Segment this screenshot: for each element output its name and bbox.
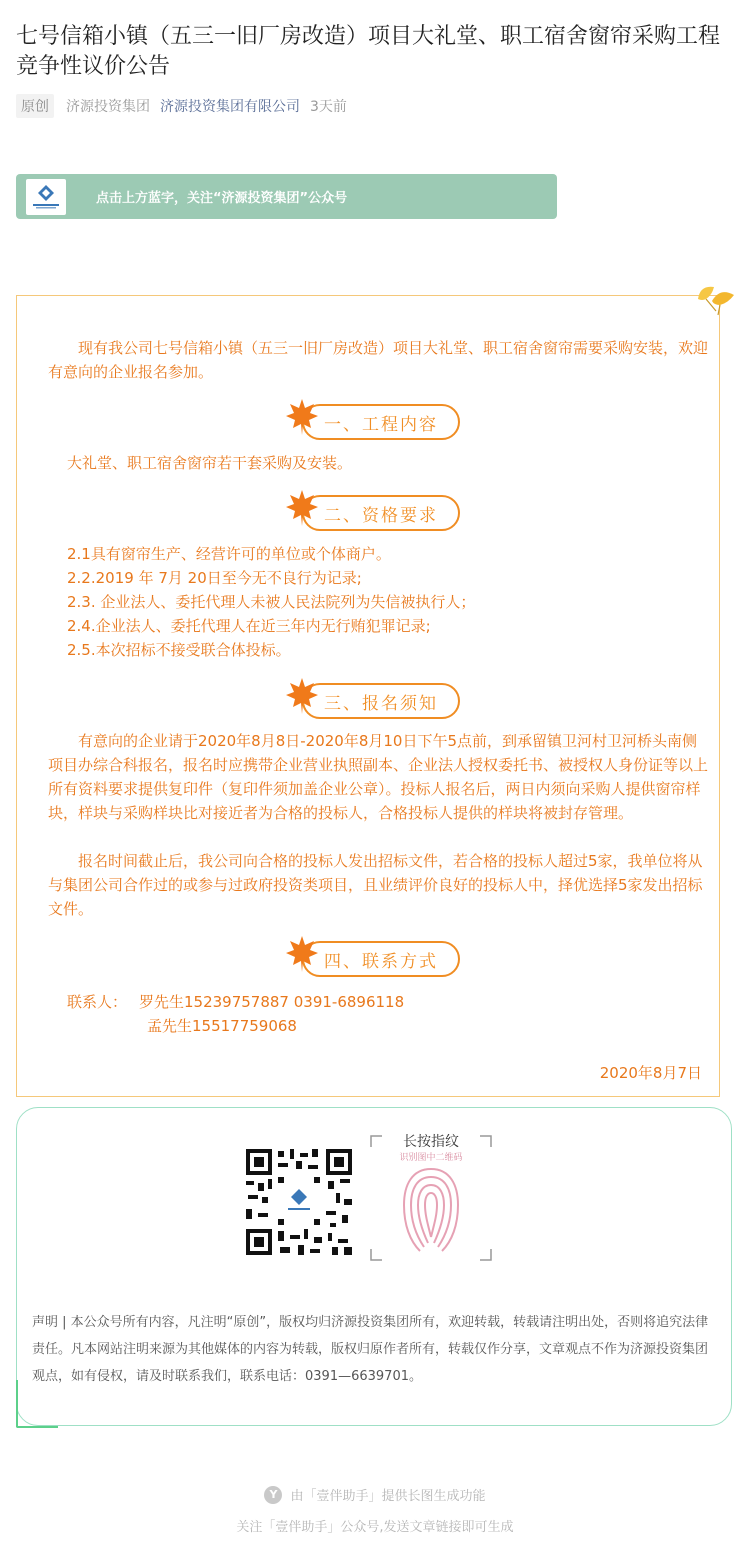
account-link[interactable]: 济源投资集团有限公司 [160, 99, 300, 115]
maple-leaf-icon [285, 935, 319, 973]
yiban-logo-icon: Y [264, 1486, 282, 1504]
section-heading-registration [285, 681, 459, 719]
qr-code-icon[interactable] [244, 1147, 354, 1257]
generator-line2: 关注「壹伴助手」公众号,发送文章链接即可生成 [236, 1520, 514, 1535]
section-heading-label: 一、工程内容 [302, 404, 460, 440]
original-badge: 原创 [16, 94, 54, 118]
contact-line: 罗先生15239757887 0391-6896118 [139, 993, 405, 1011]
section-heading-label: 二、资格要求 [302, 495, 460, 531]
contact-label: 联系人： [67, 993, 128, 1011]
author-name: 济源投资集团 [66, 99, 150, 115]
registration-paragraph: 有意向的企业请于2020年8月8日-2020年8月10日下午5点前，到承留镇卫河村卫河桥头南侧项目办综合科报名，报名时应携带企业营业执照副本、企业法人授权委托书、被授权人身份证等以上所有资料要求提供复印件（复印件须加盖企业公章）。投标人报名后，两日内须向采购人提供窗帘样块，样块与采购样块比对接近者为合格的投标人，合格投标人提供的样块将被封存管理。 [48, 732, 709, 822]
generator-line1: 由「壹伴助手」提供长图生成功能 [290, 1489, 486, 1504]
article-title: 七号信箱小镇（五三一旧厂房改造）项目大礼堂、职工宿舍窗帘采购工程竞争性议价公告 [16, 24, 721, 79]
section-heading-contact [285, 939, 459, 977]
qualification-item: 2.2.2019 年 7月 20日至今无不良行为记录; [67, 569, 362, 587]
section-heading-label: 四、联系方式 [302, 941, 460, 977]
follow-banner-text: 点击上方蓝字，关注“济源投资集团”公众号 [96, 191, 348, 206]
contact-line: 孟先生15517759068 [147, 1017, 297, 1035]
fingerprint-subtitle: 识别图中二维码 [399, 1153, 463, 1163]
content-text: 大礼堂、职工宿舍窗帘若干套采购及安装。 [67, 454, 353, 472]
fingerprint-title: 长按指纹 [403, 1134, 459, 1150]
qr-caption [290, 1259, 292, 1267]
qualification-item: 2.5.本次招标不接受联合体投标。 [67, 641, 291, 659]
intro-paragraph: 现有我公司七号信箱小镇（五三一旧厂房改造）项目大礼堂、职工宿舍窗帘需要采购安装，欢迎有意向的企业报名参加。 [48, 339, 709, 381]
maple-leaf-icon [285, 398, 319, 436]
maple-leaf-icon [285, 677, 319, 715]
announcement-date: 2020年8月7日 [599, 1064, 702, 1082]
generator-credit [0, 1485, 750, 1504]
copyright-notice: 声明 | 本公众号所有内容，凡注明“原创”，版权均归济源投资集团所有，欢迎转载，转载请注明出处，否则将追究法律责任。凡本网站注明来源为其他媒体的内容为转载，版权归原作者所有，转载仅作分享，文章观点不作为济源投资集团观点，如有侵权，请及时联系我们，联系电话：0391—6639701。 [32, 1315, 709, 1384]
fingerprint-icon[interactable] [398, 1163, 464, 1255]
publish-time: 3天前 [310, 99, 347, 115]
section-heading-label: 三、报名须知 [302, 683, 460, 719]
article-meta [16, 94, 347, 118]
follow-banner[interactable] [16, 174, 557, 219]
company-logo-icon [26, 179, 66, 215]
section-heading-content [285, 402, 459, 440]
qualification-item: 2.1具有窗帘生产、经营许可的单位或个体商户。 [67, 545, 391, 563]
ginkgo-leaf-icon [694, 281, 738, 317]
qualification-item: 2.3. 企业法人、委托代理人未被人民法院列为失信被执行人； [67, 593, 476, 611]
section-heading-qualifications [285, 493, 459, 531]
registration-paragraph: 报名时间截止后，我公司向合格的投标人发出招标文件，若合格的投标人超过5家，我单位将从与集团公司合作过的或参与过政府投资类项目，且业绩评价良好的投标人中，择优选择5家发出招标文件。 [48, 852, 703, 918]
maple-leaf-icon [285, 489, 319, 527]
qualification-item: 2.4.企业法人、委托代理人在近三年内无行贿犯罪记录; [67, 617, 431, 635]
